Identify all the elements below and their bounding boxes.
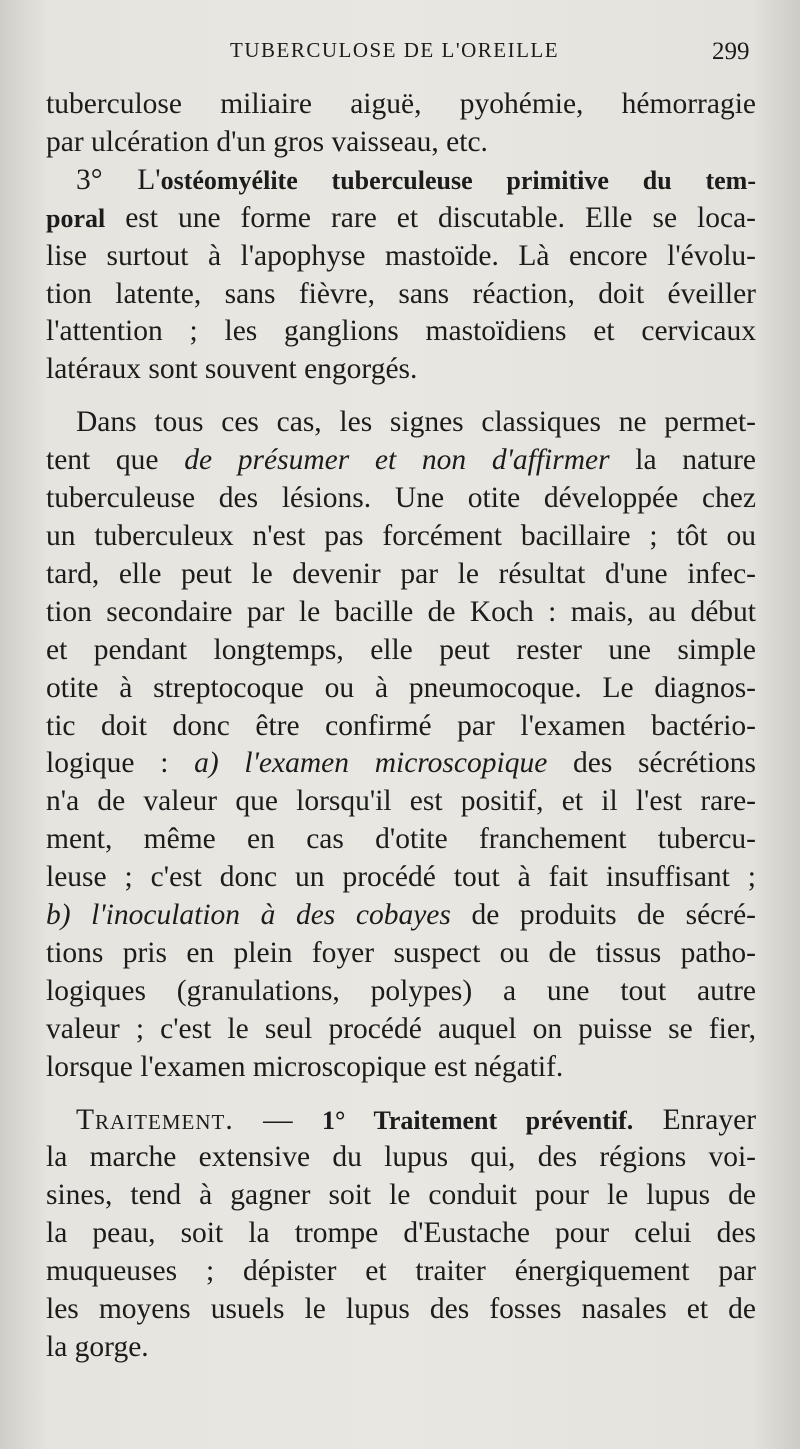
text-line [46, 1011, 756, 1049]
page-header [0, 34, 800, 74]
text-run: ment, même en cas d'otite franchement tubercu- [46, 823, 756, 856]
text-run: logiques (granulations, polypes) a une tout autre [46, 974, 756, 1007]
text-run: un tuberculeux n'est pas forcément bacillaire ; tôt ou [46, 519, 756, 552]
text-line [46, 670, 756, 708]
text-line [46, 162, 756, 200]
text-run: la nature [609, 444, 756, 477]
text-line [46, 1139, 756, 1177]
text-run: logique : [46, 747, 195, 780]
text-run: valeur ; c'est le seul procédé auquel on puisse se fier, [46, 1012, 756, 1045]
text-line [46, 973, 756, 1011]
text-run: lorsque l'examen microscopique est négatif. [46, 1050, 564, 1083]
text-line [46, 313, 756, 351]
text-line [46, 200, 756, 238]
text-line [46, 124, 756, 162]
text-line [46, 1049, 756, 1087]
text-run: — [233, 1103, 323, 1136]
text-run: l'attention ; les ganglions mastoïdiens et cervicaux [46, 315, 756, 348]
text-line [46, 859, 756, 897]
text-line [46, 897, 756, 935]
text-line [46, 1102, 756, 1140]
text-run: 3° L' [76, 163, 161, 196]
text-line [46, 1177, 756, 1215]
text-run: muqueuses ; dépister et traiter énergiquement par [46, 1255, 756, 1288]
text-run: 1° Traitement préventif. [322, 1105, 634, 1135]
text-line [46, 276, 756, 314]
running-title: TUBERCULOSE DE L'OREILLE [230, 38, 560, 62]
text-line [46, 1253, 756, 1291]
body-text [46, 86, 756, 1367]
text-run: b) l'inoculation à des cobayes [46, 899, 451, 932]
text-run: la gorge. [46, 1331, 149, 1363]
text-run: Dans tous ces cas, les signes classiques ne permet- [76, 406, 756, 439]
text-run: tion latente, sans fièvre, sans réaction, doit éveiller [46, 277, 756, 310]
text-run: et pendant longtemps, elle peut rester une simple [46, 633, 756, 666]
text-run: lise surtout à l'apophyse mastoïde. Là encore l'évolu- [46, 239, 756, 272]
text-run: n'a de valeur que lorsqu'il est positif, et il l'est rare- [46, 785, 756, 818]
text-run: Traitement. [76, 1103, 234, 1136]
text-line [46, 745, 756, 783]
text-run: tic doit donc être confirmé par l'examen bactério- [46, 709, 756, 742]
text-run: de produits de sécré- [450, 899, 756, 932]
text-line [46, 480, 756, 518]
text-line [46, 518, 756, 556]
page-number: 299 [712, 38, 750, 65]
text-line [46, 351, 756, 389]
text-run: tard, elle peut le devenir par le résultat d'une infec- [46, 557, 756, 590]
text-line [46, 404, 756, 442]
text-line [46, 1215, 756, 1253]
text-run: leuse ; c'est donc un procédé tout à fait insuffisant ; [46, 861, 756, 894]
text-run: les moyens usuels le lupus des fosses nasales et de [46, 1293, 756, 1326]
text-run: tuberculose miliaire aiguë, pyohémie, hémorragie [46, 88, 756, 120]
text-line [46, 238, 756, 276]
text-run: tions pris en plein foyer suspect ou de tissus patho- [46, 936, 756, 969]
text-run: poral [46, 203, 106, 233]
text-line [46, 556, 756, 594]
text-run: la marche extensive du lupus qui, des régions voi- [46, 1141, 756, 1174]
text-line [46, 935, 756, 973]
text-run: la peau, soit la trompe d'Eustache pour celui des [46, 1217, 756, 1250]
text-line [46, 1291, 756, 1329]
text-run: latéraux sont souvent engorgés. [46, 353, 418, 386]
text-run: de présumer et non d'affirmer [184, 444, 610, 477]
text-line [46, 442, 756, 480]
text-line [46, 783, 756, 821]
text-run: des sécrétions [547, 747, 756, 780]
text-run: ostéomyélite tuberculeuse primitive du tem- [160, 165, 756, 195]
text-line [46, 632, 756, 670]
text-run: a) l'examen microscopique [194, 747, 548, 780]
text-run: tion secondaire par le bacille de Koch : mais, au début [46, 595, 756, 628]
text-run: est une forme rare et discutable. Elle se loca- [105, 201, 756, 234]
text-run: otite à streptocoque ou à pneumocoque. Le diagnos- [46, 671, 756, 704]
text-line [46, 708, 756, 746]
text-run: par ulcération d'un gros vaisseau, etc. [46, 125, 488, 158]
text-line [46, 821, 756, 859]
text-run: sines, tend à gagner soit le conduit pour le lupus de [46, 1179, 756, 1212]
text-line [46, 86, 756, 124]
text-line [46, 594, 756, 632]
text-run: tuberculeuse des lésions. Une otite développée chez [46, 482, 756, 515]
text-run: tent que [46, 444, 185, 477]
text-line [46, 1329, 756, 1367]
text-run: Enrayer [633, 1103, 757, 1136]
